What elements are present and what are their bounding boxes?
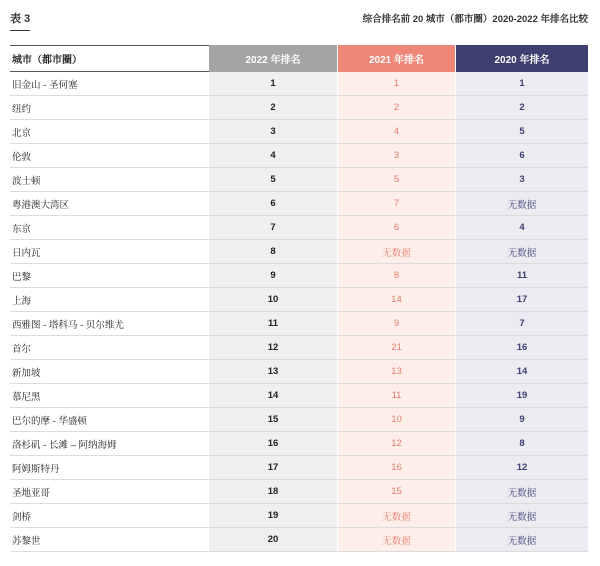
- city-name: 阿姆斯特丹: [10, 456, 209, 480]
- rank-2020: 7: [455, 312, 588, 336]
- rank-2020: 6: [455, 144, 588, 168]
- city-name: 旧金山 - 圣何塞: [10, 72, 209, 96]
- rank-2020: 16: [455, 336, 588, 360]
- table-row: [10, 336, 588, 360]
- city-name: 首尔: [10, 336, 209, 360]
- header-rank-2021: 2021 年排名: [337, 45, 455, 72]
- table-row: [10, 528, 588, 552]
- rank-2021: 4: [337, 120, 455, 144]
- table-row: [10, 432, 588, 456]
- city-name: 圣地亚哥: [10, 480, 209, 504]
- rank-2022: 17: [209, 456, 337, 480]
- table-row: [10, 120, 588, 144]
- rank-2022: 11: [209, 312, 337, 336]
- rank-2022: 20: [209, 528, 337, 552]
- city-name: 剑桥: [10, 504, 209, 528]
- table-header-row: [10, 45, 588, 72]
- rank-2021: 1: [337, 72, 455, 96]
- rank-2020: 3: [455, 168, 588, 192]
- header-rank-2020: 2020 年排名: [455, 45, 588, 72]
- header-city: 城市（都市圈）: [10, 45, 209, 72]
- rank-2021: 2: [337, 96, 455, 120]
- rank-2021: 无数据: [337, 504, 455, 528]
- rank-2021: 15: [337, 480, 455, 504]
- rank-2021: 无数据: [337, 528, 455, 552]
- table-row: [10, 312, 588, 336]
- table-caption: 综合排名前 20 城市（都市圈）2020-2022 年排名比较: [362, 14, 588, 25]
- rank-2020: 11: [455, 264, 588, 288]
- city-name: 北京: [10, 120, 209, 144]
- rank-2020: 14: [455, 360, 588, 384]
- rank-2021: 10: [337, 408, 455, 432]
- rank-2021: 13: [337, 360, 455, 384]
- city-name: 苏黎世: [10, 528, 209, 552]
- ranking-table: [10, 45, 588, 552]
- rank-2022: 19: [209, 504, 337, 528]
- rank-2020: 9: [455, 408, 588, 432]
- rank-2020: 无数据: [455, 480, 588, 504]
- rank-2021: 16: [337, 456, 455, 480]
- rank-2021: 5: [337, 168, 455, 192]
- table-row: [10, 72, 588, 96]
- rank-2020: 1: [455, 72, 588, 96]
- rank-2020: 5: [455, 120, 588, 144]
- rank-2020: 4: [455, 216, 588, 240]
- rank-2021: 11: [337, 384, 455, 408]
- rank-2022: 10: [209, 288, 337, 312]
- rank-2021: 6: [337, 216, 455, 240]
- rank-2020: 17: [455, 288, 588, 312]
- city-name: 洛杉矶 - 长滩 – 阿纳海姆: [10, 432, 209, 456]
- rank-2020: 2: [455, 96, 588, 120]
- rank-2020: 8: [455, 432, 588, 456]
- city-name: 巴尔的摩 - 华盛顿: [10, 408, 209, 432]
- rank-2021: 12: [337, 432, 455, 456]
- rank-2022: 7: [209, 216, 337, 240]
- rank-2022: 16: [209, 432, 337, 456]
- table-row: [10, 456, 588, 480]
- rank-2022: 5: [209, 168, 337, 192]
- rank-2022: 2: [209, 96, 337, 120]
- city-name: 西雅图 - 塔科马 - 贝尔维尤: [10, 312, 209, 336]
- table-row: [10, 384, 588, 408]
- rank-2020: 19: [455, 384, 588, 408]
- rank-2020: 无数据: [455, 192, 588, 216]
- city-name: 粤港澳大湾区: [10, 192, 209, 216]
- rank-2021: 无数据: [337, 240, 455, 264]
- rank-2020: 12: [455, 456, 588, 480]
- rank-2022: 6: [209, 192, 337, 216]
- table-row: [10, 288, 588, 312]
- table-row: [10, 144, 588, 168]
- city-name: 新加坡: [10, 360, 209, 384]
- header-rank-2022: 2022 年排名: [209, 45, 337, 72]
- rank-2022: 12: [209, 336, 337, 360]
- table-row: [10, 168, 588, 192]
- city-name: 上海: [10, 288, 209, 312]
- table-row: [10, 216, 588, 240]
- rank-2022: 9: [209, 264, 337, 288]
- rank-2021: 8: [337, 264, 455, 288]
- rank-2020: 无数据: [455, 528, 588, 552]
- table-number-underline: [10, 30, 30, 31]
- rank-2021: 3: [337, 144, 455, 168]
- table-row: [10, 504, 588, 528]
- table-row: [10, 360, 588, 384]
- table-row: [10, 96, 588, 120]
- rank-2021: 21: [337, 336, 455, 360]
- city-name: 伦敦: [10, 144, 209, 168]
- table-row: [10, 240, 588, 264]
- rank-2022: 14: [209, 384, 337, 408]
- rank-2022: 15: [209, 408, 337, 432]
- rank-2020: 无数据: [455, 240, 588, 264]
- city-name: 慕尼黑: [10, 384, 209, 408]
- city-name: 东京: [10, 216, 209, 240]
- rank-2021: 7: [337, 192, 455, 216]
- rank-2022: 3: [209, 120, 337, 144]
- city-name: 纽约: [10, 96, 209, 120]
- city-name: 波士顿: [10, 168, 209, 192]
- table-row: [10, 480, 588, 504]
- table-row: [10, 264, 588, 288]
- city-name: 日内瓦: [10, 240, 209, 264]
- rank-2022: 18: [209, 480, 337, 504]
- rank-2022: 1: [209, 72, 337, 96]
- rank-2021: 9: [337, 312, 455, 336]
- rank-2022: 8: [209, 240, 337, 264]
- rank-2020: 无数据: [455, 504, 588, 528]
- city-name: 巴黎: [10, 264, 209, 288]
- rank-2022: 4: [209, 144, 337, 168]
- table-row: [10, 408, 588, 432]
- rank-2022: 13: [209, 360, 337, 384]
- rank-2021: 14: [337, 288, 455, 312]
- table-row: [10, 192, 588, 216]
- table-number: 表 3: [10, 13, 31, 25]
